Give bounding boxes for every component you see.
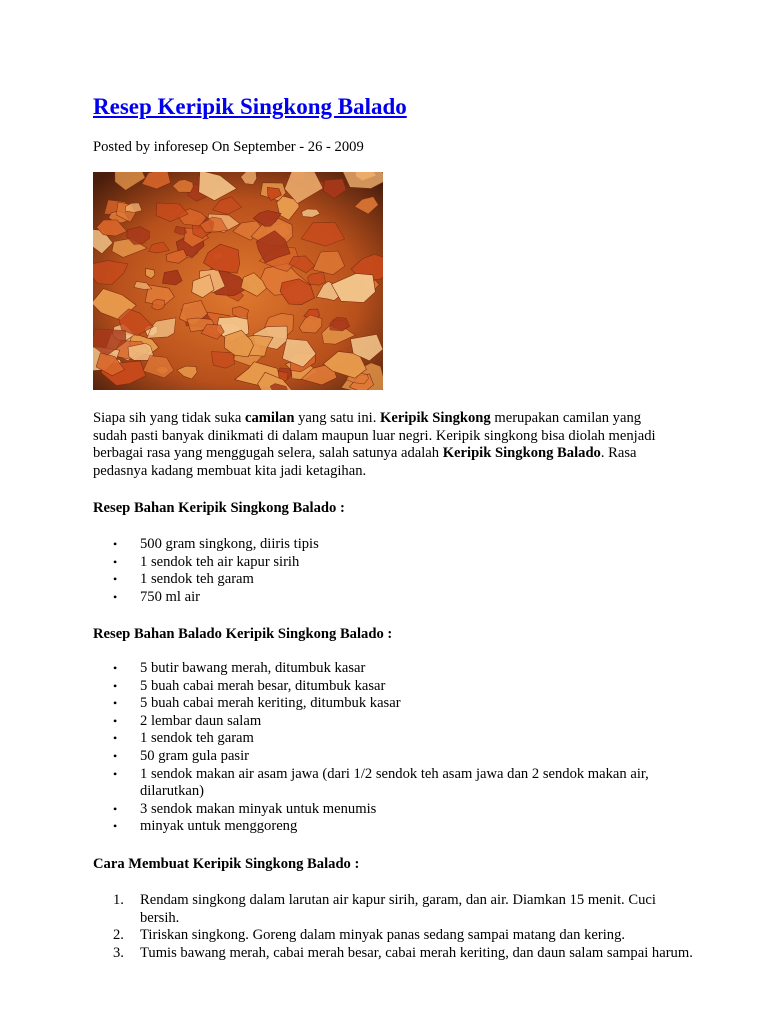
bullet-icon: • (113, 819, 118, 834)
list-item (93, 678, 693, 696)
bullet-icon: • (113, 801, 118, 816)
bullet-icon: • (113, 766, 118, 781)
list-item-text: 1 sendok teh garam (140, 571, 254, 588)
bullet-icon: • (113, 537, 118, 551)
list-item-text: 5 butir bawang merah, ditumbuk kasar (140, 660, 366, 676)
list-item (93, 730, 693, 748)
bullet-icon: • (113, 731, 118, 746)
step-text: Tiriskan singkong. Goreng dalam minyak panas sedang sampai matang dan kering. (140, 927, 626, 944)
heading-cara-membuat: Cara Membuat Keripik Singkong Balado : (93, 856, 360, 872)
bahan-list (93, 536, 693, 606)
list-item (93, 660, 693, 678)
intro-paragraph (93, 410, 673, 480)
cara-membuat-list (93, 892, 693, 962)
chip-shape (211, 352, 234, 369)
list-item-text: 1 sendok makan air asam jawa (dari 1/2 sendok teh asam jawa dan 2 sendok makan air, dilarutkan) (140, 765, 649, 800)
list-item (93, 536, 693, 554)
step-number: 3. (113, 944, 124, 961)
bullet-icon: • (113, 713, 118, 728)
bahan-balado-list (93, 660, 693, 836)
step-text: Rendam singkong dalam larutan air kapur sirih, garam, dan air. Diamkan 15 menit. Cuci bersih. (140, 892, 656, 926)
bullet-icon: • (113, 661, 118, 675)
intro-text: . Rasa pedasnya kadang membuat kita jadi ketagihan. (93, 445, 637, 479)
bullet-icon: • (113, 554, 118, 569)
list-item (93, 589, 693, 607)
list-item (93, 713, 693, 731)
list-item-text: 5 buah cabai merah keriting, ditumbuk kasar (140, 695, 401, 712)
article-title-link[interactable]: Resep Keripik Singkong Balado (93, 94, 407, 119)
list-item (93, 766, 693, 801)
list-item (93, 801, 693, 819)
intro-bold-text: Keripik Singkong (380, 410, 491, 426)
list-item-text: 750 ml air (140, 588, 200, 605)
bullet-icon: • (113, 696, 118, 711)
list-item-text: 3 sendok makan minyak untuk menumis (140, 800, 377, 817)
list-item (93, 695, 693, 713)
list-item-text: 1 sendok teh air kapur sirih (140, 553, 300, 570)
bullet-icon: • (113, 589, 118, 604)
step-number: 1. (113, 892, 124, 908)
intro-text: yang satu ini. (294, 410, 380, 426)
intro-bold-text: Keripik Singkong Balado (442, 445, 601, 462)
keripik-photo (93, 172, 383, 390)
intro-bold-text: camilan (245, 410, 295, 426)
list-item-text: 500 gram singkong, diiris tipis (140, 536, 319, 552)
step-item (93, 945, 693, 963)
posted-byline: Posted by inforesep On September - 26 - 2009 (93, 139, 364, 155)
list-item-text: minyak untuk menggoreng (140, 818, 298, 835)
step-item (93, 892, 693, 927)
heading-bahan: Resep Bahan Keripik Singkong Balado : (93, 500, 345, 516)
step-item (93, 927, 693, 945)
list-item (93, 748, 693, 766)
intro-text: Siapa sih yang tidak suka (93, 410, 245, 426)
intro-text: merupakan camilan yang sudah pasti banyak dinikmati di dalam maupun luar negri. Keripik singkong bisa diolah menjadi berbagai rasa yang menggugah selera, salah satunya adalah (93, 410, 656, 462)
heading-bahan-balado: Resep Bahan Balado Keripik Singkong Balado : (93, 626, 393, 642)
bullet-icon: • (113, 678, 118, 693)
list-item-text: 50 gram gula pasir (140, 747, 250, 764)
step-text: Tumis bawang merah, cabai merah besar, cabai merah keriting, dan daun salam sampai harum. (140, 944, 693, 961)
list-item-text: 2 lembar daun salam (140, 712, 262, 729)
list-item (93, 818, 693, 836)
step-number: 2. (113, 927, 124, 944)
bullet-icon: • (113, 572, 118, 587)
list-item-text: 1 sendok teh garam (140, 730, 254, 747)
list-item (93, 554, 693, 572)
list-item (93, 571, 693, 589)
bullet-icon: • (113, 748, 118, 763)
list-item-text: 5 buah cabai merah besar, ditumbuk kasar (140, 677, 386, 694)
keripik-photo-art (93, 172, 383, 390)
